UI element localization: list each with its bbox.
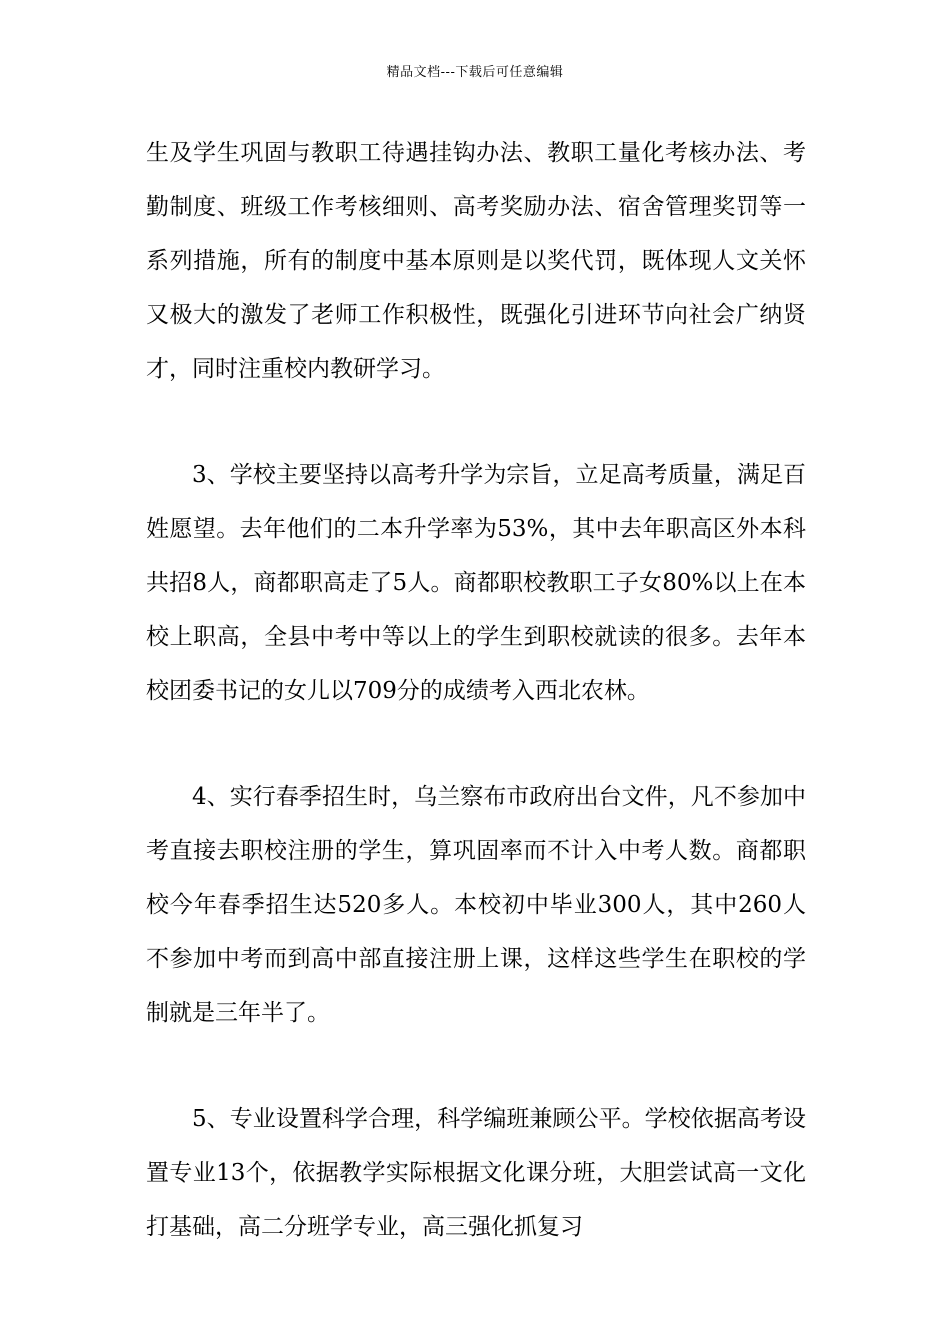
paragraph-item-3: 3、学校主要坚持以高考升学为宗旨，立足高考质量，满足百姓愿望。去年他们的二本升学率为53%，其中去年职高区外本科共招8人，商都职高走了5人。商都职校教职工子女80%以上在本校上职高，全县中考中等以上的学生到职校就读的很多。去年本校团委书记的女儿以709分的成绩考入西北农林。 [146,462,806,704]
paragraph-continuation: 生及学生巩固与教职工待遇挂钩办法、教职工量化考核办法、考勤制度、班级工作考核细则、高考奖励办法、宿舍管理奖罚等一系列措施，所有的制度中基本原则是以奖代罚，既体现人文关怀又极大的激发了老师工作积极性，既强化引进环节向社会广纳贤才，同时注重校内教研学习。 [146,140,806,382]
document-body [146,126,806,1254]
page-header: 精品文档---下载后可任意编辑 [386,65,564,80]
paragraph-item-5: 5、专业设置科学合理，科学编班兼顾公平。学校依据高考设置专业13个，依据教学实际根据文化课分班，大胆尝试高一文化打基础，高二分班学专业，高三强化抓复习 [146,1106,806,1240]
paragraph-item-4: 4、实行春季招生时，乌兰察布市政府出台文件，凡不参加中考直接去职校注册的学生，算巩固率而不计入中考人数。商都职校今年春季招生达520多人。本校初中毕业300人，其中260人不参加中考而到高中部直接注册上课，这样这些学生在职校的学制就是三年半了。 [146,784,806,1026]
